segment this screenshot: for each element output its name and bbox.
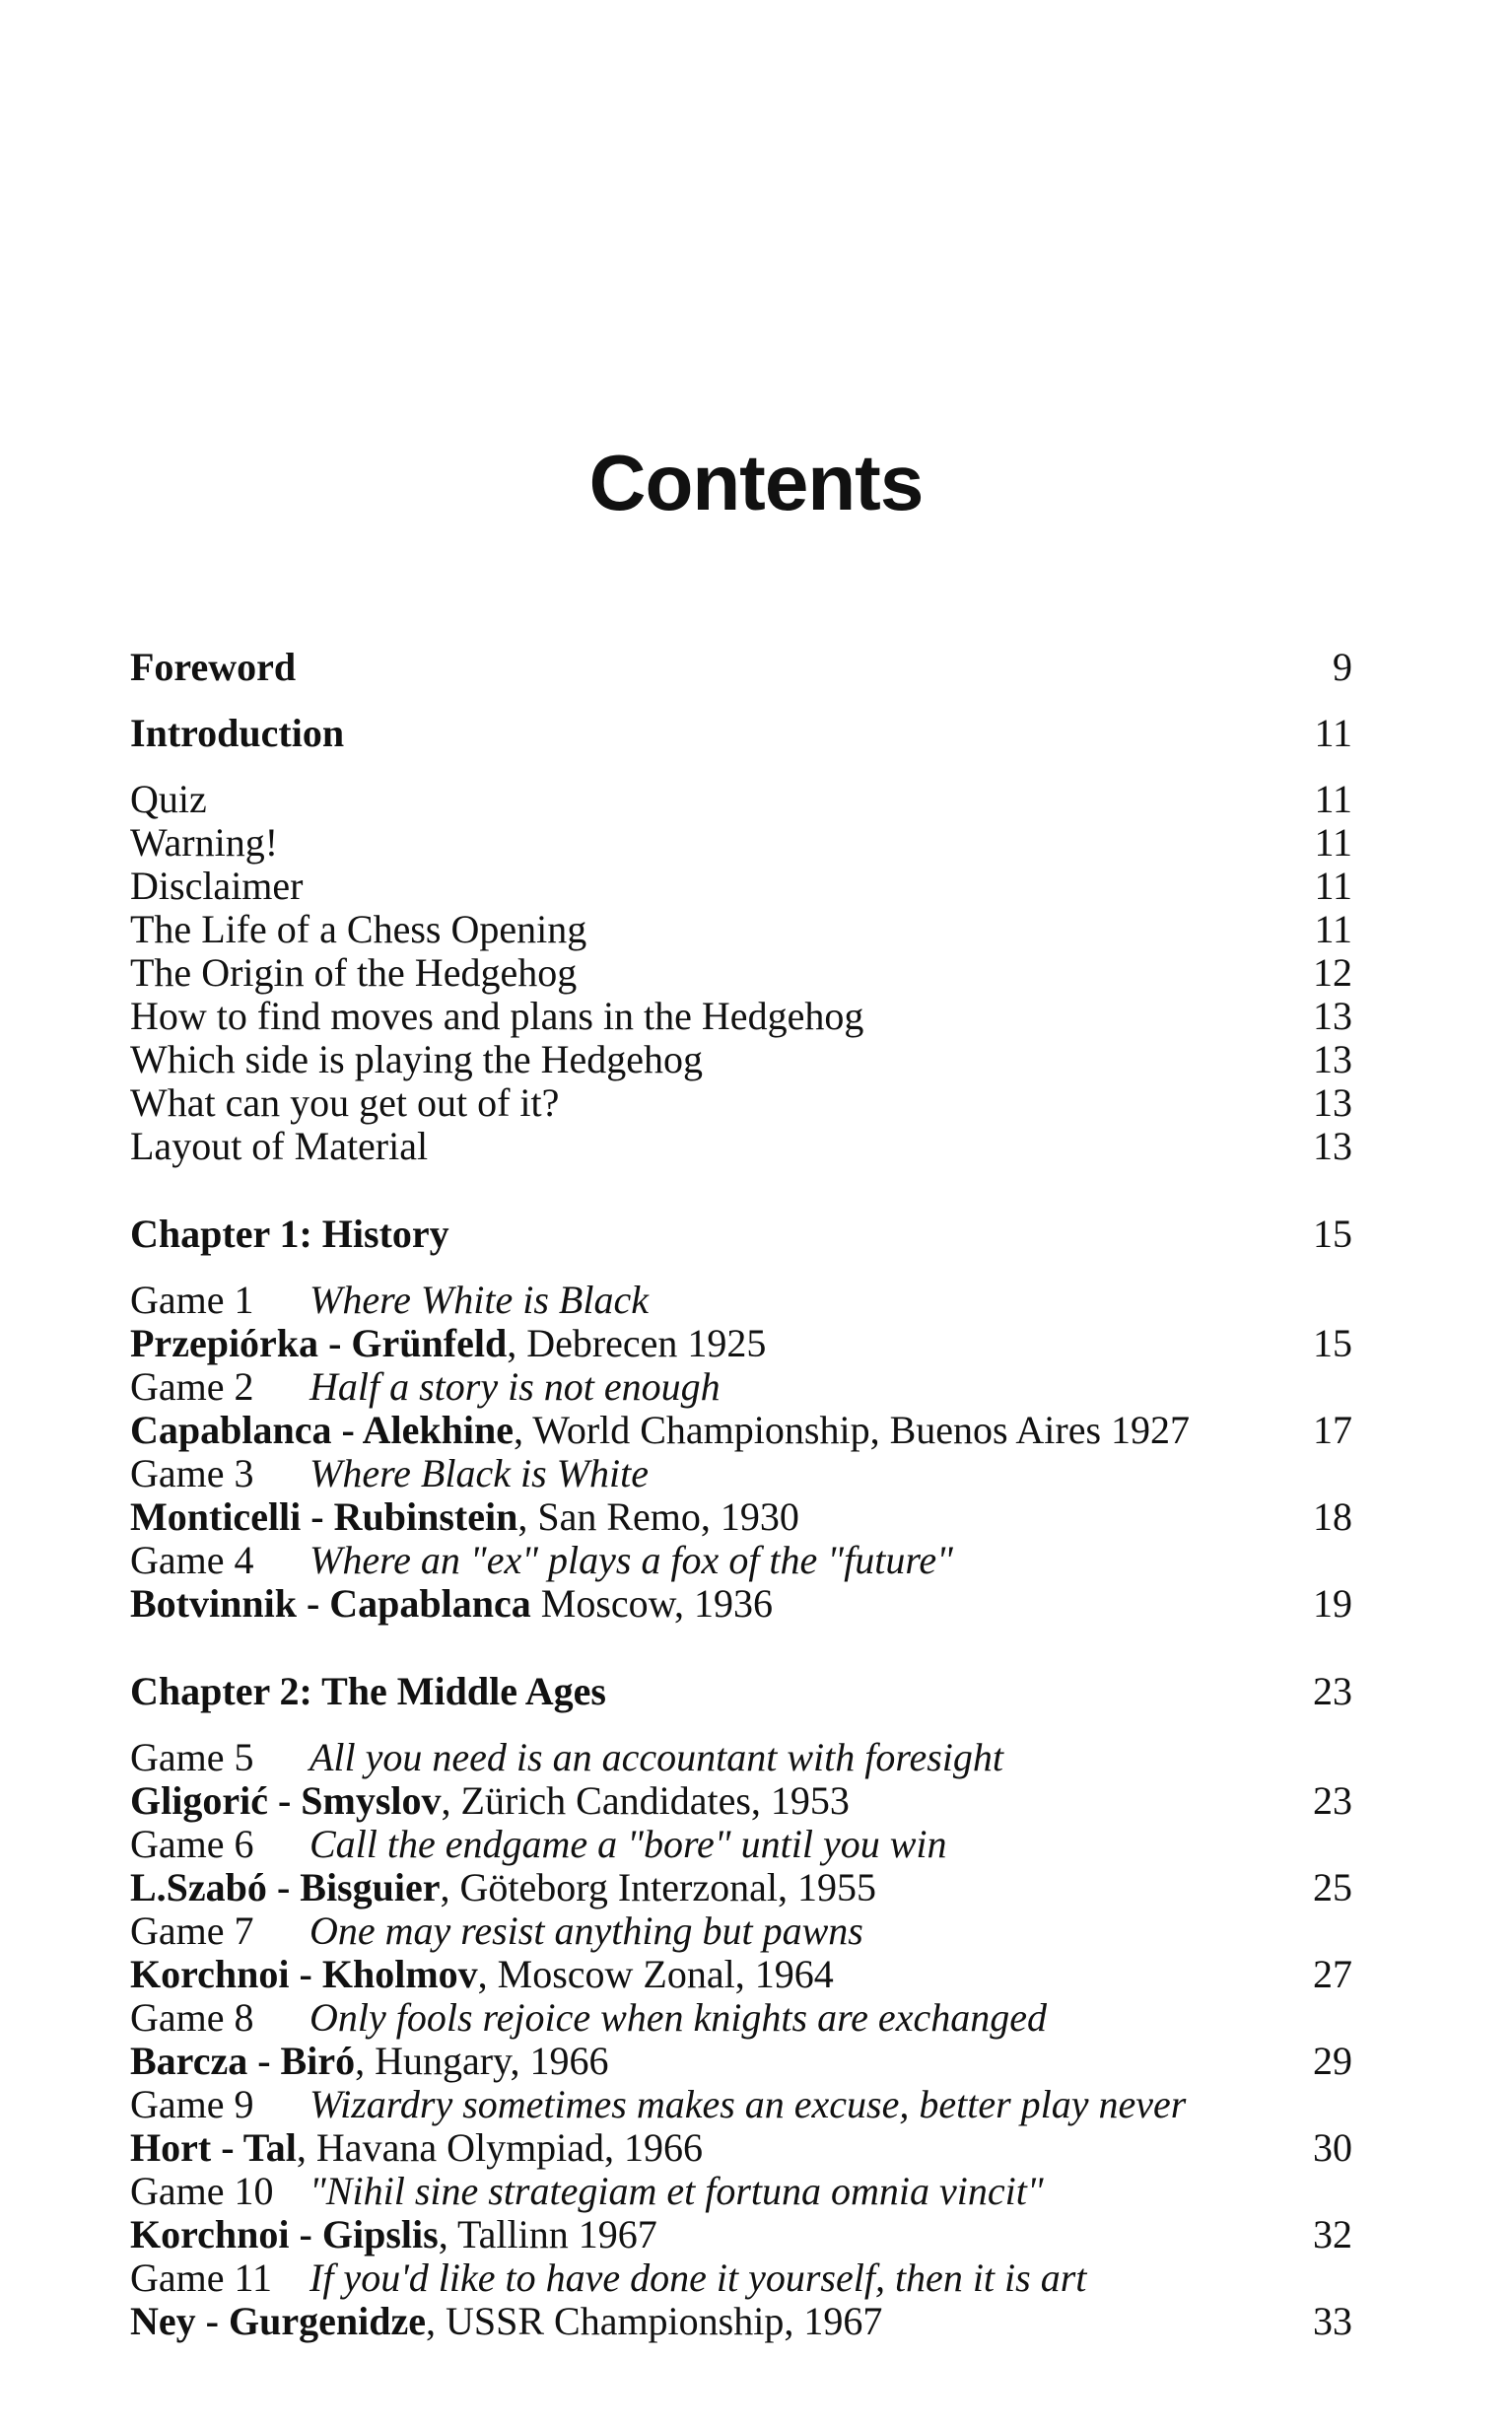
game-players-line	[130, 2126, 1352, 2170]
black-player: Rubinstein	[333, 1495, 518, 1539]
game-subtitle-line	[130, 2256, 1352, 2300]
game-event: , Debrecen 1925	[507, 1322, 767, 1365]
game-event: , Moscow Zonal, 1964	[477, 1953, 834, 1996]
game-number: Game 3	[130, 1452, 254, 1495]
player-separator: -	[296, 1582, 330, 1626]
entry-page: 11	[1314, 907, 1352, 951]
game-players-line	[130, 1953, 1352, 1996]
game-event: , Hungary, 1966	[355, 2040, 609, 2083]
black-player: Gurgenidze	[228, 2300, 426, 2343]
toc-entry	[130, 865, 1352, 908]
toc-entry	[130, 821, 1352, 865]
entry-label: The Life of a Chess Opening	[130, 908, 587, 951]
game-players-line	[130, 1866, 1352, 1909]
entry-page: 15	[1313, 1212, 1352, 1256]
entry-page: 13	[1313, 1080, 1352, 1125]
game-subtitle-line	[130, 2083, 1352, 2126]
entry-page: 23	[1313, 1778, 1352, 1823]
game-event: , Havana Olympiad, 1966	[296, 2126, 704, 2170]
game-subtitle: Where an "ex" plays a fox of the "future"	[309, 1539, 953, 1582]
game-subtitle: Half a story is not enough	[309, 1365, 721, 1409]
black-player: Bisguier	[300, 1866, 441, 1909]
black-player: Kholmov	[321, 1953, 478, 1996]
white-player: Barcza	[130, 2040, 248, 2083]
white-player: Korchnoi	[130, 2213, 290, 2256]
white-player: Botvinnik	[130, 1582, 297, 1626]
player-separator: -	[247, 2040, 281, 2083]
toc-entry	[130, 951, 1352, 995]
game-number: Game 5	[130, 1736, 254, 1779]
entry-page: 13	[1313, 1124, 1352, 1168]
game-number: Game 6	[130, 1823, 254, 1866]
entry-page: 13	[1313, 1037, 1352, 1081]
entry-label: Disclaimer	[130, 865, 304, 908]
player-separator: -	[267, 1779, 302, 1823]
white-player: Capablanca	[130, 1409, 332, 1452]
black-player: Alekhine	[362, 1409, 514, 1452]
game-subtitle: If you'd like to have done it yourself, then it is art	[309, 2256, 1087, 2300]
entry-page: 32	[1313, 2212, 1352, 2256]
player-separator: -	[289, 1953, 322, 1996]
entry-page: 11	[1314, 777, 1352, 821]
game-number: Game 8	[130, 1996, 254, 2040]
white-player: Monticelli	[130, 1495, 302, 1539]
entry-page: 11	[1314, 711, 1352, 755]
black-player: Capablanca	[329, 1582, 531, 1626]
game-number: Game 2	[130, 1365, 254, 1409]
chapter-heading	[130, 1670, 1352, 1713]
toc-entry-foreword	[130, 646, 1352, 689]
game-subtitle-line	[130, 1365, 1352, 1409]
entry-page: 17	[1313, 1408, 1352, 1452]
game-players-line	[130, 1322, 1352, 1365]
game-subtitle: Wizardry sometimes makes an excuse, better play never	[309, 2083, 1187, 2126]
game-subtitle: Where White is Black	[309, 1279, 649, 1322]
entry-page: 25	[1313, 1865, 1352, 1909]
game-players-line	[130, 2040, 1352, 2083]
game-players-line	[130, 1409, 1352, 1452]
black-player: Gipslis	[321, 2213, 439, 2256]
game-subtitle-line	[130, 1909, 1352, 1953]
entry-page: 12	[1313, 950, 1352, 995]
white-player: Hort	[130, 2126, 212, 2170]
toc-entry-introduction	[130, 712, 1352, 755]
toc-entry	[130, 1038, 1352, 1081]
game-number: Game 4	[130, 1539, 254, 1582]
game-subtitle: Call the endgame a "bore" until you win	[309, 1823, 947, 1866]
game-subtitle: One may resist anything but pawns	[309, 1909, 863, 1953]
entry-page: 13	[1313, 994, 1352, 1038]
entry-page: 30	[1313, 2125, 1352, 2170]
entry-page: 33	[1313, 2299, 1352, 2343]
entry-label: Which side is playing the Hedgehog	[130, 1038, 703, 1081]
entry-label: What can you get out of it?	[130, 1081, 560, 1125]
entry-page: 15	[1313, 1321, 1352, 1365]
entry-page: 19	[1313, 1581, 1352, 1626]
entry-page: 18	[1313, 1494, 1352, 1539]
entry-label: Quiz	[130, 778, 207, 821]
game-number: Game 10	[130, 2170, 274, 2213]
toc-entry	[130, 778, 1352, 821]
white-player: L.Szabó	[130, 1866, 267, 1909]
player-separator: -	[289, 2213, 322, 2256]
game-subtitle-line	[130, 2170, 1352, 2213]
black-player: Biró	[280, 2040, 356, 2083]
game-event: , Tallinn 1967	[438, 2213, 657, 2256]
white-player: Gligorić	[130, 1779, 268, 1823]
game-subtitle: Only fools rejoice when knights are exchanged	[309, 1996, 1047, 2040]
game-players-line	[130, 1582, 1352, 1626]
entry-label: Layout of Material	[130, 1125, 429, 1168]
player-separator: -	[195, 2300, 229, 2343]
chapter-title: Chapter 2: The Middle Ages	[130, 1670, 606, 1713]
entry-label: Introduction	[130, 712, 345, 755]
game-number: Game 1	[130, 1279, 254, 1322]
game-event: , Zürich Candidates, 1953	[441, 1779, 850, 1823]
game-subtitle-line	[130, 1996, 1352, 2040]
game-subtitle-line	[130, 1823, 1352, 1866]
entry-page: 11	[1314, 864, 1352, 908]
game-number: Game 11	[130, 2256, 273, 2300]
white-player: Ney	[130, 2300, 196, 2343]
entry-label: Foreword	[130, 646, 297, 689]
toc-entry	[130, 1081, 1352, 1125]
chapter-heading	[130, 1213, 1352, 1256]
entry-page: 9	[1333, 645, 1352, 689]
game-players-line	[130, 1779, 1352, 1823]
chapter-title: Chapter 1: History	[130, 1213, 449, 1256]
game-subtitle-line	[130, 1279, 1352, 1322]
entry-label: The Origin of the Hedgehog	[130, 951, 578, 995]
entry-page: 11	[1314, 820, 1352, 865]
white-player: Korchnoi	[130, 1953, 290, 1996]
game-subtitle-line	[130, 1539, 1352, 1582]
game-subtitle: "Nihil sine strategiam et fortuna omnia vincit"	[309, 2170, 1044, 2213]
toc-entry	[130, 995, 1352, 1038]
game-event: Moscow, 1936	[530, 1582, 773, 1626]
game-players-line	[130, 2213, 1352, 2256]
game-number: Game 7	[130, 1909, 254, 1953]
entry-label: How to find moves and plans in the Hedgehog	[130, 995, 864, 1038]
white-player: Przepiórka	[130, 1322, 319, 1365]
entry-label: Warning!	[130, 821, 279, 865]
game-event: , Göteborg Interzonal, 1955	[440, 1866, 876, 1909]
black-player: Grünfeld	[351, 1322, 508, 1365]
game-number: Game 9	[130, 2083, 254, 2126]
game-players-line	[130, 2300, 1352, 2343]
player-separator: -	[301, 1495, 334, 1539]
entry-page: 23	[1313, 1669, 1352, 1713]
toc-entry	[130, 1125, 1352, 1168]
entry-page: 27	[1313, 1952, 1352, 1996]
game-event: , USSR Championship, 1967	[425, 2300, 883, 2343]
game-subtitle: All you need is an accountant with foresight	[309, 1736, 1003, 1779]
game-subtitle: Where Black is White	[309, 1452, 649, 1495]
player-separator: -	[331, 1409, 363, 1452]
entry-page: 29	[1313, 2039, 1352, 2083]
player-separator: -	[318, 1322, 352, 1365]
game-players-line	[130, 1495, 1352, 1539]
player-separator: -	[211, 2126, 243, 2170]
black-player: Tal	[242, 2126, 297, 2170]
page-title: Contents	[588, 439, 924, 526]
game-event: , World Championship, Buenos Aires 1927	[513, 1409, 1191, 1452]
game-event: , San Remo, 1930	[517, 1495, 799, 1539]
game-subtitle-line	[130, 1452, 1352, 1495]
black-player: Smyslov	[301, 1779, 442, 1823]
player-separator: -	[266, 1866, 301, 1909]
toc-entry	[130, 908, 1352, 951]
game-subtitle-line	[130, 1736, 1352, 1779]
